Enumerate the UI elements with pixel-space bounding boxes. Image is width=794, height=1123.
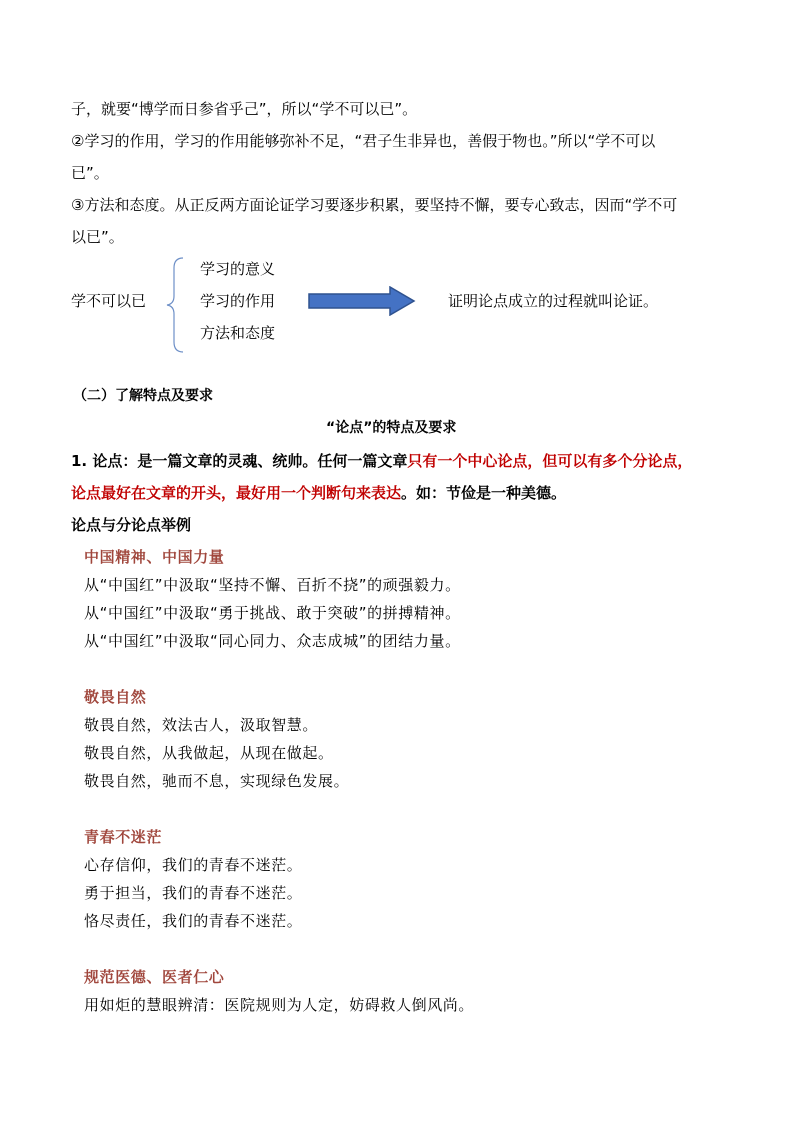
right-arrow-icon (308, 286, 416, 316)
example-line: 用如炬的慧眼辨清：医院规则为人定，妨碍救人倒风尚。 (84, 996, 475, 1014)
example-line: 从“中国红”中汲取“同心同力、众志成城”的团结力量。 (84, 632, 461, 650)
diagram-item-1: 学习的意义 (200, 260, 276, 278)
diagram-root-label: 学不可以已 (71, 292, 147, 310)
diagram-item-2: 学习的作用 (200, 292, 276, 310)
example-line: 勇于担当，我们的青春不迷茫。 (84, 884, 303, 902)
intro-line-5: 以已”。 (71, 228, 124, 246)
example-line: 心存信仰，我们的青春不迷茫。 (84, 856, 303, 874)
definition-label: 1. 论点：是一篇文章的灵魂、统帅。任何一篇文章 (71, 452, 408, 470)
section-heading: （二）了解特点及要求 (73, 388, 213, 404)
intro-line-3: 已”。 (71, 164, 109, 182)
definition-highlight-2: 论点最好在文章的开头，最好用一个判断句来表达 (71, 484, 402, 502)
example-title: 敬畏自然 (84, 688, 147, 706)
section-subtitle: “论点”的特点及要求 (326, 420, 457, 436)
example-line: 从“中国红”中汲取“坚持不懈、百折不挠”的顽强毅力。 (84, 576, 461, 594)
example-line: 从“中国红”中汲取“勇于挑战、敢于突破”的拼搏精神。 (84, 604, 461, 622)
example-title: 青春不迷茫 (84, 828, 163, 846)
definition-line-1 (71, 451, 692, 471)
example-title: 中国精神、中国力量 (84, 548, 225, 566)
diagram-item-3: 方法和态度 (200, 324, 276, 342)
examples-heading: 论点与分论点举例 (71, 516, 192, 534)
example-line: 恪尽责任，我们的青春不迷茫。 (84, 912, 303, 930)
definition-tail: 。如：节俭是一种美德。 (401, 484, 567, 502)
intro-line-1: 子，就要“博学而日参省乎己”，所以“学不可以已”。 (71, 100, 418, 118)
diagram-conclusion: 证明论点成立的过程就叫论证。 (448, 292, 659, 310)
definition-line-2 (71, 483, 566, 503)
example-title: 规范医德、医者仁心 (84, 968, 225, 986)
example-line: 敬畏自然，效法古人，汲取智慧。 (84, 716, 319, 734)
definition-highlight-1: 只有一个中心论点，但可以有多个分论点， (407, 452, 693, 470)
example-line: 敬畏自然，从我做起，从现在做起。 (84, 744, 334, 762)
curly-brace-icon (165, 256, 187, 354)
intro-line-4: ③方法和态度。从正反两方面论证学习要逐步积累，要坚持不懈，要专心致志，因而“学不可 (71, 196, 678, 214)
intro-line-2: ②学习的作用，学习的作用能够弥补不足，“君子生非异也，善假于物也。”所以“学不可以 (71, 132, 656, 150)
example-line: 敬畏自然，驰而不息，实现绿色发展。 (84, 772, 350, 790)
